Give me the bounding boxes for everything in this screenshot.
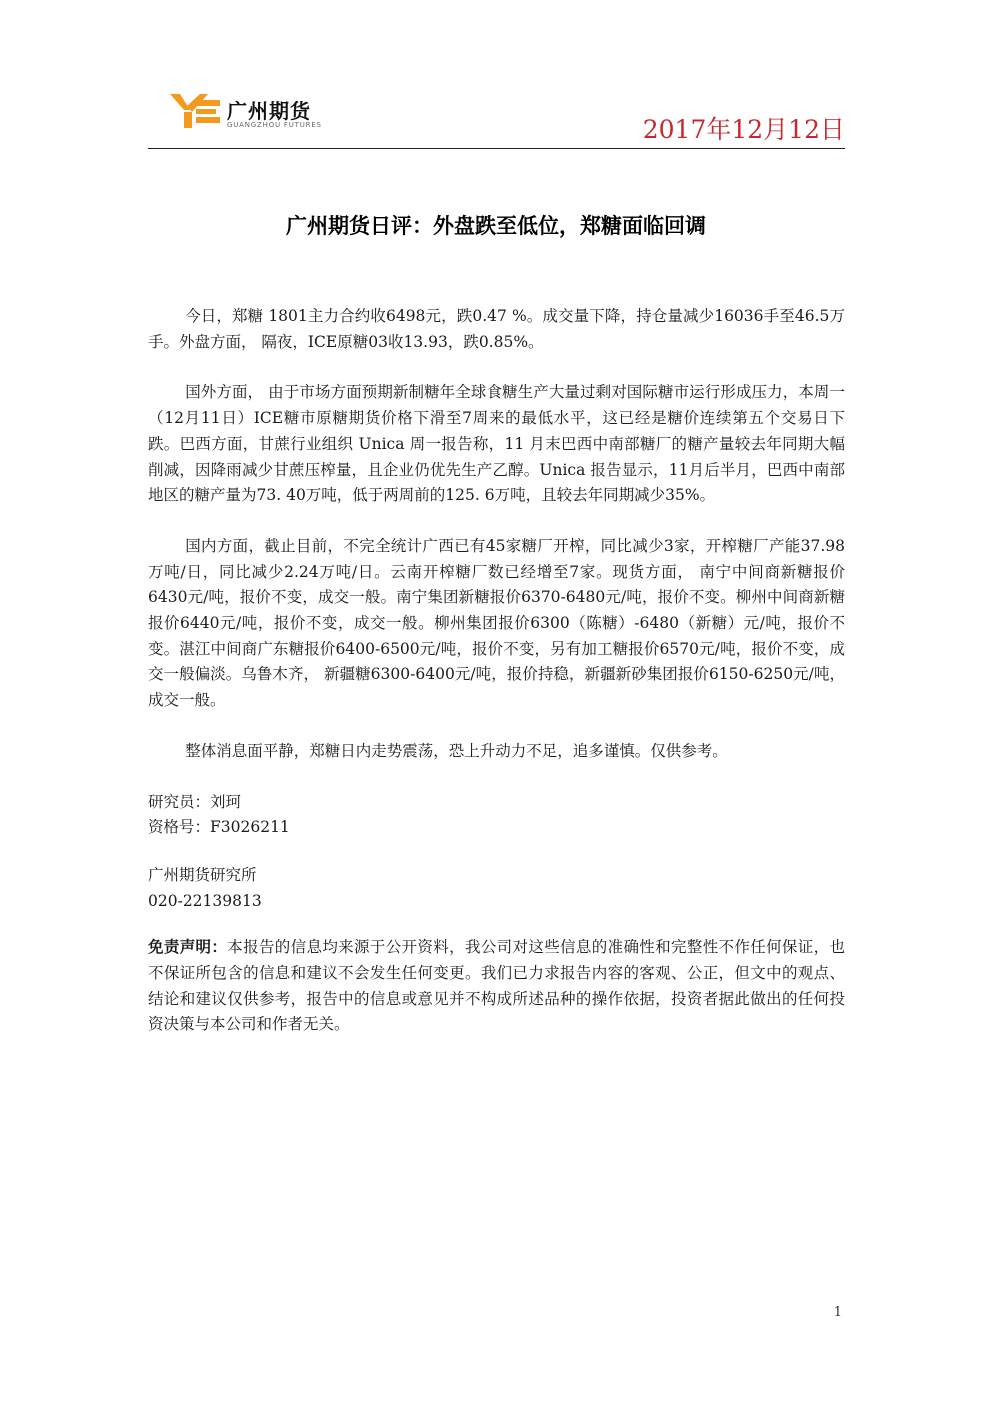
page-header [148, 84, 845, 149]
paragraph-international: 国外方面， 由于市场方面预期新制糖年全球食糖生产大量过剩对国际糖市运行形成压力，本周一（12月11日）ICE糖市原糖期货价格下滑至7周来的最低水平，这已经是糖价连续第五个交易日下跌。巴西方面，甘蔗行业组织 Unica 周一报告称，11 月末巴西中南部糖厂的糖产量较去年同期大幅削减，因降雨减少甘蔗压榨量，且企业仍优先生产乙醇。Unica 报告显示，11月后半月，巴西中南部地区的糖产量为73. 40万吨，低于两周前的125. 6万吨，且较去年同期减少35%。 [148, 383, 845, 505]
institute-name: 广州期货研究所 [148, 865, 257, 884]
disclaimer [148, 934, 845, 1038]
researcher-name: 研究员：刘珂 [148, 792, 242, 811]
page-number: 1 [833, 1305, 842, 1320]
logo-subtext: GUANGZHOU FUTURES [227, 121, 322, 129]
logo-mark-icon [170, 92, 224, 130]
researcher-license: 资格号：F3026211 [148, 818, 290, 837]
paragraph-conclusion: 整体消息面平静，郑糖日内走势震荡，恐上升动力不足，追多谨慎。仅供参考。 [185, 741, 728, 760]
logo-text: 广州期货 [227, 99, 311, 123]
disclaimer-label: 免责声明： [148, 937, 228, 957]
institute-phone: 020-22139813 [148, 891, 262, 910]
company-logo [170, 92, 340, 134]
report-body [148, 304, 845, 1038]
report-date: 2017年12月12日 [642, 115, 845, 144]
paragraph-market-summary: 今日，郑糖 1801主力合约收6498元，跌0.47 %。成交量下降，持仓量减少16036手至46.5万手。外盘方面， 隔夜，ICE原糖03收13.93，跌0.85%。 [148, 307, 845, 351]
report-title: 广州期货日评：外盘跌至低位，郑糖面临回调 [286, 214, 706, 238]
paragraph-domestic: 国内方面，截止目前，不完全统计广西已有45家糖厂开榨，同比减少3家，开榨糖厂产能37.98万吨/日，同比减少2.24万吨/日。云南开榨糖厂数已经增至7家。现货方面， 南宁中间商新糖报价6430元/吨，报价不变，成交一般。南宁集团新糖报价6370-6480元/吨，报价不变。柳州中间商新糖报价6440元/吨，报价不变，成交一般。柳州集团报价6300（陈糖）-6480（新糖）元/吨，报价不变。湛江中间商广东糖报价6400-6500元/吨，报价不变，另有加工糖报价6570元/吨，报价不变，成交一般偏淡。乌鲁木齐， 新疆糖6300-6400元/吨，报价持稳，新疆新砂集团报价6150-6250元/吨，成交一般。 [148, 536, 845, 710]
disclaimer-text: 本报告的信息均来源于公开资料，我公司对这些信息的准确性和完整性不作任何保证，也不保证所包含的信息和建议不会发生任何变更。我们已力求报告内容的客观、公正，但文中的观点、结论和建议仅供参考，报告中的信息或意见并不构成所述品种的操作依据，投资者据此做出的任何投资决策与本公司和作者无关。 [148, 938, 845, 1034]
